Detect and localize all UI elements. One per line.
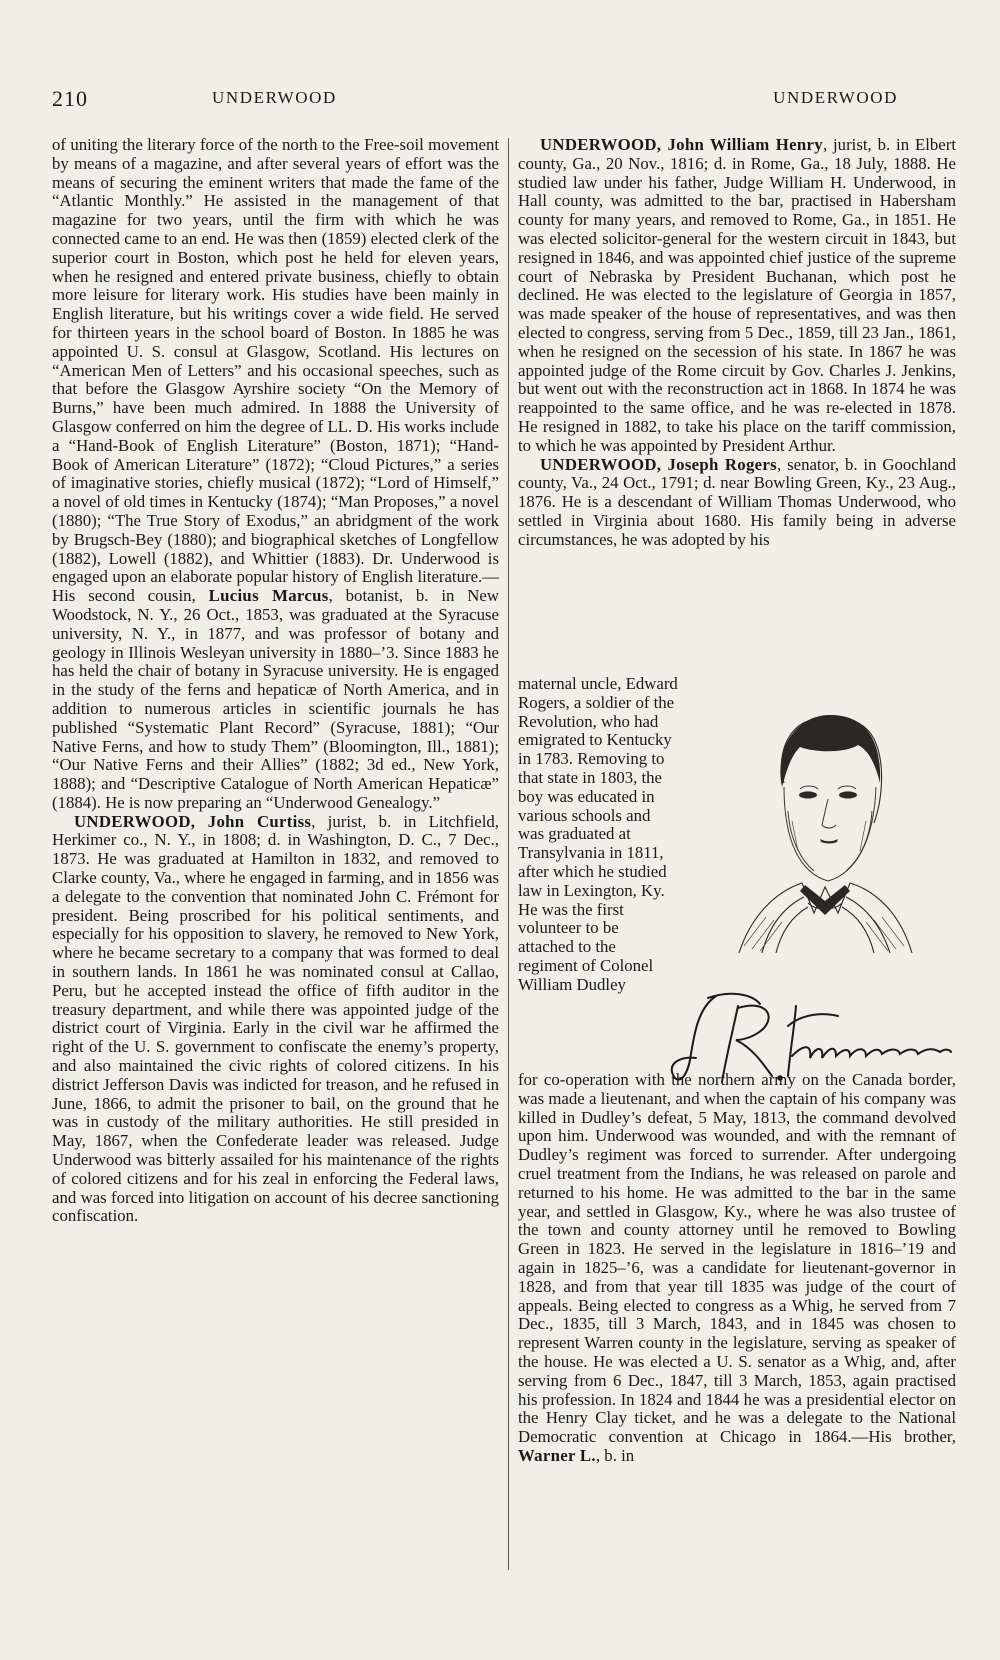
wrapped-text-beside-portrait: maternal uncle, Edward Rogers, a soldier of the Revolution, who had emigrated to Kentucky in 1783. Removing to that state in 1803, the boy was educated in various schools and was graduated at Transylvania in 1811, after which he studied law in Lexington, Ky. He was the first volunteer to be attached to the regiment of Colonel William Dudley xyxy=(518,675,678,994)
entry-name-warner: Warner L. xyxy=(518,1445,596,1465)
entry-john-curtiss xyxy=(52,813,499,1227)
continuation-text: of uniting the literary force of the north to the Free-soil movement by means of a magazine, and after several years of effort was the means of securing the eminent writers that made the fame of the “Atlantic Monthly.” He assisted in the management of that magazine for two years, until the firm with which he was connected came to an end. He was then (1859) elected clerk of the superior court in Boston, which post he held for eleven years, when he resigned and entered private business, chiefly to obtain more leisure for literary work. His studies have been mainly in English literature, but his writings cover a wide field. He served for thirteen years in the school board of Boston. In 1885 he was appointed U. S. consul at Glasgow, Scotland. His lectures on “American Men of Letters” and his occasional speeches, such as that before the Glasgow Ayrshire society “On the Memory of Burns,” have been much admired. In 1888 the University of Glasgow conferred on him the degree of LL. D. His works include a “Hand-Book of English Literature” (Boston, 1871); “Hand-Book of American Literature” (1872); “Cloud Pictures,” a series of imaginative stories, chiefly musical (1872); “Lord of Himself,” a novel of old times in Kentucky (1874); “Man Proposes,” a novel (1880); “The True Story of Exodus,” an abridgment of the work by Brugsch-Bey (1880); and biographical sketches of Longfellow (1882), Lowell (1882), and Whittier (1883). Dr. Underwood is engaged upon an elaborate popular history of English literature.—His second cousin, xyxy=(52,136,499,606)
entry-text-lucius: , botanist, b. in New Woodstock, N. Y., 26 Oct., 1853, was graduated at the Syracuse university, N. Y., in 1877, and was professor of botany and geology in Illinois Wesleyan university in 1880–’3. Since 1883 he has held the chair of botany in Syracuse university. He is engaged in the study of the ferns and hepaticæ of North America, and in addition to numerous articles in scientific journals he has published “Systematic Plant Record” (Syracuse, 1881); “Our Native Ferns, and how to study Them” (Bloomington, Ill., 1881); “Our Native Ferns and their Allies” (1882; 3d ed., New York, 1888); and “Descriptive Catalogue of North American Hepaticæ” (1884). He is now preparing an “Underwood Genealogy.” xyxy=(52,586,499,812)
entry-text-warner: , b. in xyxy=(595,1445,635,1465)
entry-text-joseph-continued: for co-operation with the northern army on the Canada border, was made a lieutenant, and when the captain of his company was killed in Dudley’s defeat, 5 May, 1813, the command devolved upon him. Underwood was wounded, and with the remnant of Dudley’s regiment was forced to surrender. After undergoing cruel treatment from the Indians, he was released on parole and returned to his home. He was admitted to the bar in the same year, and settled in Glasgow, Ky., where he was also trustee of the town and county attorney until he removed to Bowling Green in 1823. He served in the legislature in 1816–’19 and again in 1825–’6, was a candidate for lieutenant-governor in 1828, and from that year till 1835 was judge of the court of appeals. Being elected to congress as a Whig, he served from 7 Dec., 1835, till 3 March, 1843, and in 1845 was chosen to represent Warren county in the legislature, serving as speaker of the house. He was elected a U. S. senator as a Whig, and, after serving from 6 Dec., 1847, till 3 March, 1853, again practised his profession. In 1824 and 1844 he was a presidential elector on the Henry Clay ticket, and he was a delegate to the National Democratic convention at Chicago in 1864.—His brother, xyxy=(518,1071,956,1447)
left-column xyxy=(52,136,499,1576)
right-column xyxy=(518,136,956,1576)
entry-name-lucius: Lucius Marcus xyxy=(208,586,329,606)
right-upper-text xyxy=(518,136,956,691)
page-header xyxy=(52,86,956,116)
entry-headword-joseph-rogers: UNDERWOOD, Joseph Rogers xyxy=(540,454,778,474)
entry-headword-john-curtiss: UNDERWOOD, John Curtiss xyxy=(74,811,312,831)
continuation-paragraph xyxy=(52,136,499,813)
column-divider xyxy=(508,138,509,1570)
right-lower-text xyxy=(518,1071,956,1576)
engraved-portrait-icon xyxy=(704,691,944,961)
entry-text-john-curtiss: , jurist, b. in Litchfield, Herkimer co., N. Y., in 1808; d. in Washington, D. C., 7 Dec., 1873. He was graduated at Hamilton in 1832, and removed to Clarke county, Va., where he engaged in farming, and in 1856 was a delegate to the convention that nominated John C. Frémont for president. Being proscribed for his political sentiments, and especially for his opposition to slavery, he removed to New York, where he became secretary to a company that was formed to deal in southern lands. In 1861 he was nominated consul at Callao, Peru, but he accepted instead the office of fifth auditor in the treasury department, and while there was appointed judge of the district court of Virginia. Early in the civil war he affirmed the right of the U. S. government to confiscate the enemy’s property, and also maintained the civic rights of colored citizens. In his district Jefferson Davis was indicted for treason, and he refused in June, 1866, to admit the prisoner to bail, on the ground that he was in custody of the military authorities. He still presided in May, 1867, when the Confederate leader was released. Judge Underwood was bitterly assailed for his maintenance of the rights of colored citizens and for his zeal in enforcing the Federal laws, and was forced into litigation on account of his decree sanctioning confiscation. xyxy=(52,811,499,1226)
entry-text-john-william-henry: , jurist, b. in Elbert county, Ga., 20 Nov., 1816; d. in Rome, Ga., 18 July, 1888. He studied law under his father, Judge William H. Underwood, in Hall county, was admitted to the bar, practised in Habersham county for many years, and removed to Rome, Ga., in 1851. He was elected solicitor-general for the western circuit in 1843, but resigned in 1846, and was appointed chief justice of the supreme court of Nebraska by President Buchanan, which post he declined. He was elected to the legislature of Georgia in 1857, was made speaker of the house of representatives, and was then elected to congress, serving from 5 Dec., 1859, till 23 Jan., 1861, when he resigned on the secession of his state. In 1867 he was appointed judge of the Rome circuit by Gov. Charles J. Jenkins, but went out with the reconstruction act in 1868. In 1874 he was reappointed to the same office, and he was re-elected in 1878. He resigned in 1882, to take his place on the tariff commission, to which he was appointed by President Arthur. xyxy=(518,136,956,455)
page-number: 210 xyxy=(52,86,88,111)
entry-joseph-rogers xyxy=(518,456,956,550)
running-head-left: UNDERWOOD xyxy=(212,88,337,107)
entry-text-joseph-rogers: , senator, b. in Goochland county, Va., 24 Oct., 1791; d. near Bowling Green, Ky., 23 Aug., 1876. He is a descendant of William Thomas Underwood, who settled in Virginia about 1680. His family being in adverse circumstances, he was adopted by his xyxy=(518,454,956,549)
running-head-right: UNDERWOOD xyxy=(773,88,898,107)
entry-john-william-henry xyxy=(518,136,956,456)
entry-headword-john-william-henry: UNDERWOOD, John William Henry xyxy=(540,136,823,154)
